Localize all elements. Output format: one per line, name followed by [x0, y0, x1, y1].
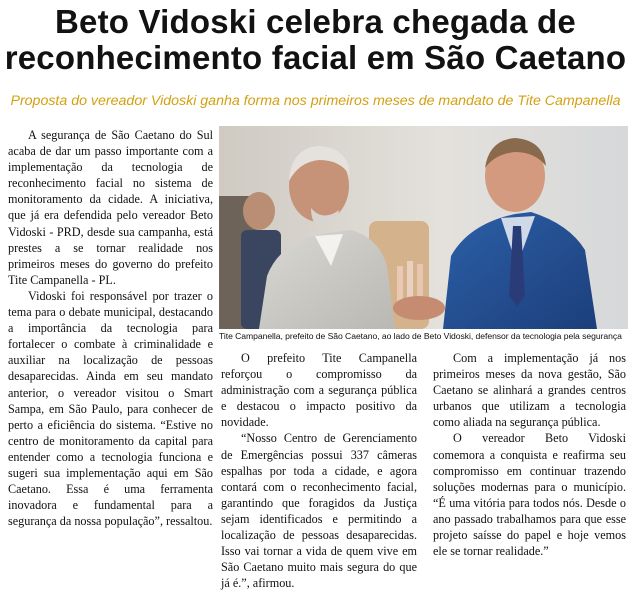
headline [0, 4, 631, 76]
subheadline: Proposta do vereador Vidoski ganha forma nos primeiros meses de mandato de Tite Campanella [10, 93, 621, 109]
article-photo [219, 126, 628, 329]
photo-caption: Tite Campanella, prefeito de São Caetano, ao lado de Beto Vidoski, defensor da tecnologia pela segurança [219, 331, 622, 341]
paragraph: Vidoski foi responsável por trazer o tema para o debate municipal, destacando a importância da tecnologia para fortalecer o combate à criminalidade e auxiliar na localização de pessoas desaparecidas. Ainda em seu mandato anterior, o vereador visitou o Smart Sampa, em São Paulo, para conhecer de perto a eficiência do sistema. “Estive no centro de monitoramento da capital para entender como a tecnologia funciona e sugeri sua implementação aqui em São Caetano. Essa é uma ferramenta inovadora e fundamental para a segurança da nossa população”, ressaltou. [8, 288, 213, 529]
paragraph: “Nosso Centro de Gerenciamento de Emergências possui 337 câmeras espalhas por toda a cidade, e agora contará com o reconhecimento facial, garantindo que foragidos da Justiça sejam identificados e permitindo a localização de pessoas desaparecidas. Isso vai tornar a vida de quem vive em São Caetano muito mais segura do que já é.”, afirmou. [221, 431, 417, 591]
paragraph: A segurança de São Caetano do Sul acaba de dar um passo importante com a implementação da tecnologia de reconhecimento facial no sistema de monitoramento da cidade. A iniciativa, que já era defendida pelo vereador Beto Vidoski - PRD, desde sua campanha, está prestes a se tornar realidade nos primeiros meses do governo do prefeito Tite Campanella - PL. [8, 128, 213, 287]
article-column-3 [433, 350, 626, 559]
paragraph: Com a implementação já nos primeiros meses da nova gestão, São Caetano se alinhará a grandes centros urbanos que utilizam a tecnologia como aliada na segurança pública. [433, 351, 626, 430]
headline-line-1: Beto Vidoski celebra chegada de [55, 3, 576, 40]
article-column-2 [221, 350, 417, 591]
paragraph: O prefeito Tite Campanella reforçou o compromisso da administração com a segurança pública e destacou o impacto positivo da novidade. [221, 351, 417, 430]
paragraph: O vereador Beto Vidoski comemora a conquista e reafirma seu compromisso em continuar trazendo soluções modernas para o município. “É uma vitória para todos nós. Desde o ano passado trabalhamos para que esse projeto saísse do papel e hoje vemos ele se tornar realidade.” [433, 431, 626, 559]
article-column-1 [8, 127, 213, 529]
headline-line-2: reconhecimento facial em São Caetano [4, 39, 627, 76]
